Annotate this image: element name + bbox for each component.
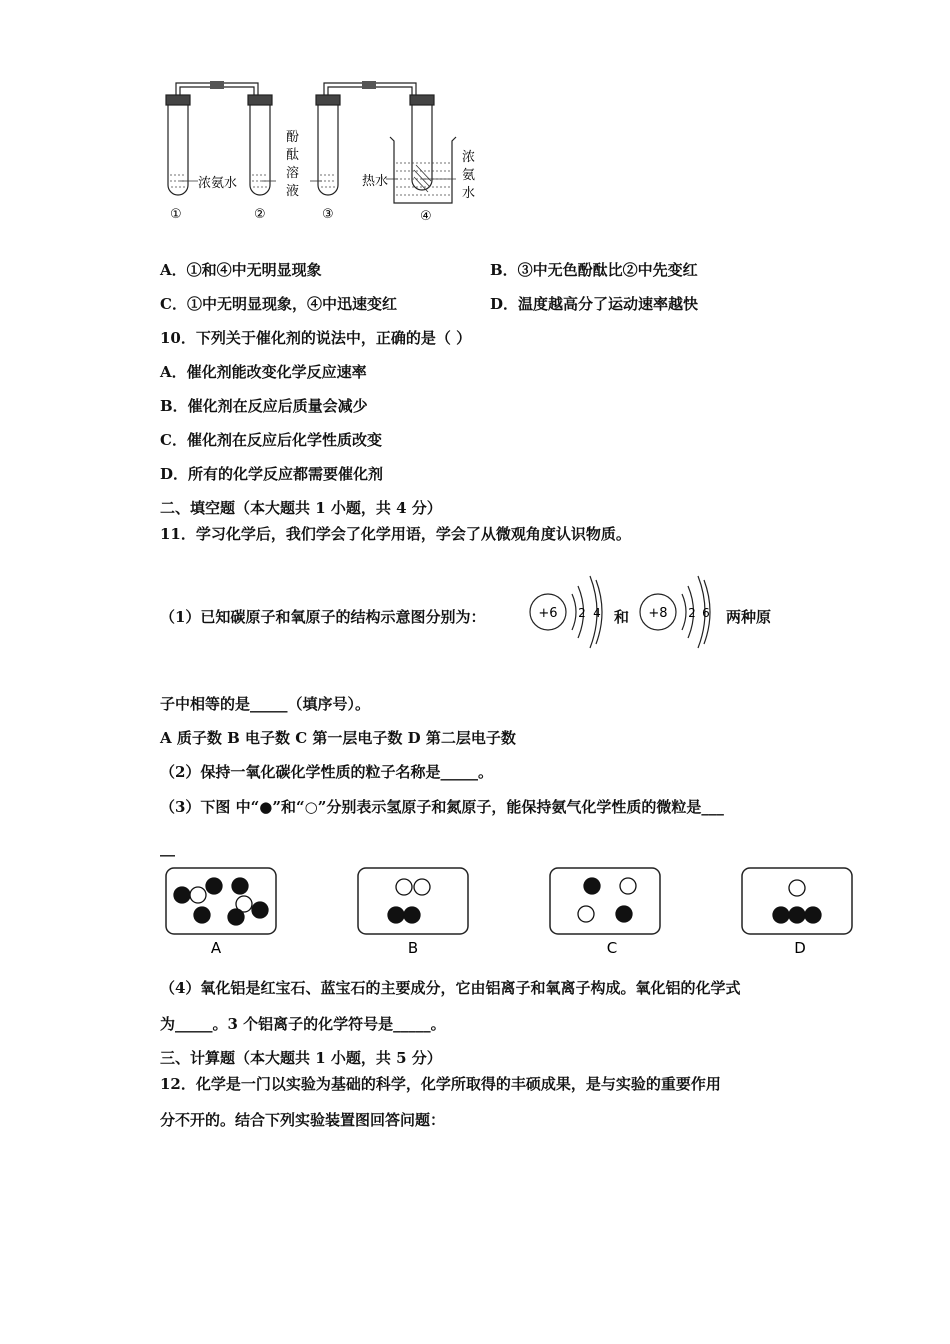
- phenol-char-4: 液: [286, 184, 300, 199]
- phenol-char-1: 酚: [286, 130, 300, 145]
- oxygen-shell-2: 6: [702, 606, 710, 620]
- q11-part4: （4）氧化铝是红宝石、蓝宝石的主要成分，它由铝离子和氧离子构成。氧化铝的化学式: [160, 979, 741, 997]
- ammonia-char-2: 氨: [462, 168, 476, 183]
- q11-stem: 11．学习化学后，我们学会了化学用语，学会了从微观角度认识物质。: [160, 525, 631, 543]
- box-label-d: D: [794, 939, 806, 957]
- q11-part1-cont: 子中相等的是_____（填序号）。: [160, 695, 371, 713]
- tube-label-4: ④: [420, 209, 432, 224]
- q9-option-b: B．③中无色酚酞比②中先变红: [490, 261, 698, 279]
- q11-part3: （3）下图 中“●”和“○”分别表示氢原子和氮原子，能保持氨气化学性质的微粒是___: [160, 798, 724, 816]
- tube-label-1: ①: [170, 207, 182, 222]
- q12-stem-cont: 分不开的。结合下列实验装置图回答问题：: [160, 1111, 446, 1129]
- ammonia-char-1: 浓: [462, 150, 476, 165]
- phenol-char-2: 酞: [286, 148, 300, 163]
- section-heading-fill-in: 二、填空题（本大题共 1 小题，共 4 分）: [160, 499, 442, 517]
- q10-option-b: B．催化剂在反应后质量会减少: [160, 397, 368, 415]
- q12-stem: 12．化学是一门以实验为基础的科学，化学所取得的丰硕成果，是与实验的重要作用: [160, 1075, 721, 1093]
- carbon-atom-diagram: [522, 570, 612, 655]
- q11-part4-cont: 为_____。3 个铝离子的化学符号是_____。: [160, 1015, 446, 1033]
- oxygen-nucleus: +8: [648, 606, 668, 621]
- q10-option-a: A．催化剂能改变化学反应速率: [160, 363, 367, 381]
- carbon-shell-1: 2: [578, 606, 586, 620]
- ammonia-char-3: 水: [462, 186, 476, 201]
- q11-and: 和: [614, 608, 630, 626]
- q11-part2: （2）保持一氧化碳化学性质的粒子名称是_____。: [160, 763, 493, 781]
- q9-option-c: C．①中无明显现象，④中迅速变红: [160, 295, 397, 313]
- q9-option-d: D．温度越高分了运动速率越快: [490, 295, 699, 313]
- molecule-options-diagram: [160, 862, 860, 962]
- tube-label-2: ②: [254, 207, 266, 222]
- carbon-shell-2: 4: [593, 606, 601, 620]
- box-label-c: C: [606, 939, 618, 957]
- tube-label-3: ③: [322, 207, 334, 222]
- q9-option-a: A．①和④中无明显现象: [160, 261, 322, 279]
- q10-option-d: D．所有的化学反应都需要催化剂: [160, 465, 384, 483]
- q11-part1-text: （1）已知碳原子和氧原子的结构示意图分别为：: [160, 608, 486, 626]
- apparatus-diagram: [150, 75, 490, 235]
- q11-part3-cont: __: [160, 839, 175, 857]
- phenol-char-3: 溶: [286, 166, 300, 181]
- conc-ammonia-label: 浓氨水: [198, 176, 238, 191]
- box-label-b: B: [407, 939, 419, 957]
- q10-option-c: C．催化剂在反应后化学性质改变: [160, 431, 382, 449]
- q11-part1-choices: A 质子数 B 电子数 C 第一层电子数 D 第二层电子数: [160, 729, 516, 747]
- hot-water-label: 热水: [362, 174, 389, 189]
- section-heading-calculation: 三、计算题（本大题共 1 小题，共 5 分）: [160, 1049, 442, 1067]
- q10-stem: 10．下列关于催化剂的说法中，正确的是（ ）: [160, 329, 472, 347]
- oxygen-atom-diagram: [632, 570, 722, 655]
- carbon-nucleus: +6: [538, 606, 558, 621]
- oxygen-shell-1: 2: [688, 606, 696, 620]
- box-label-a: A: [210, 939, 222, 957]
- q11-part1-tail: 两种原: [726, 608, 772, 626]
